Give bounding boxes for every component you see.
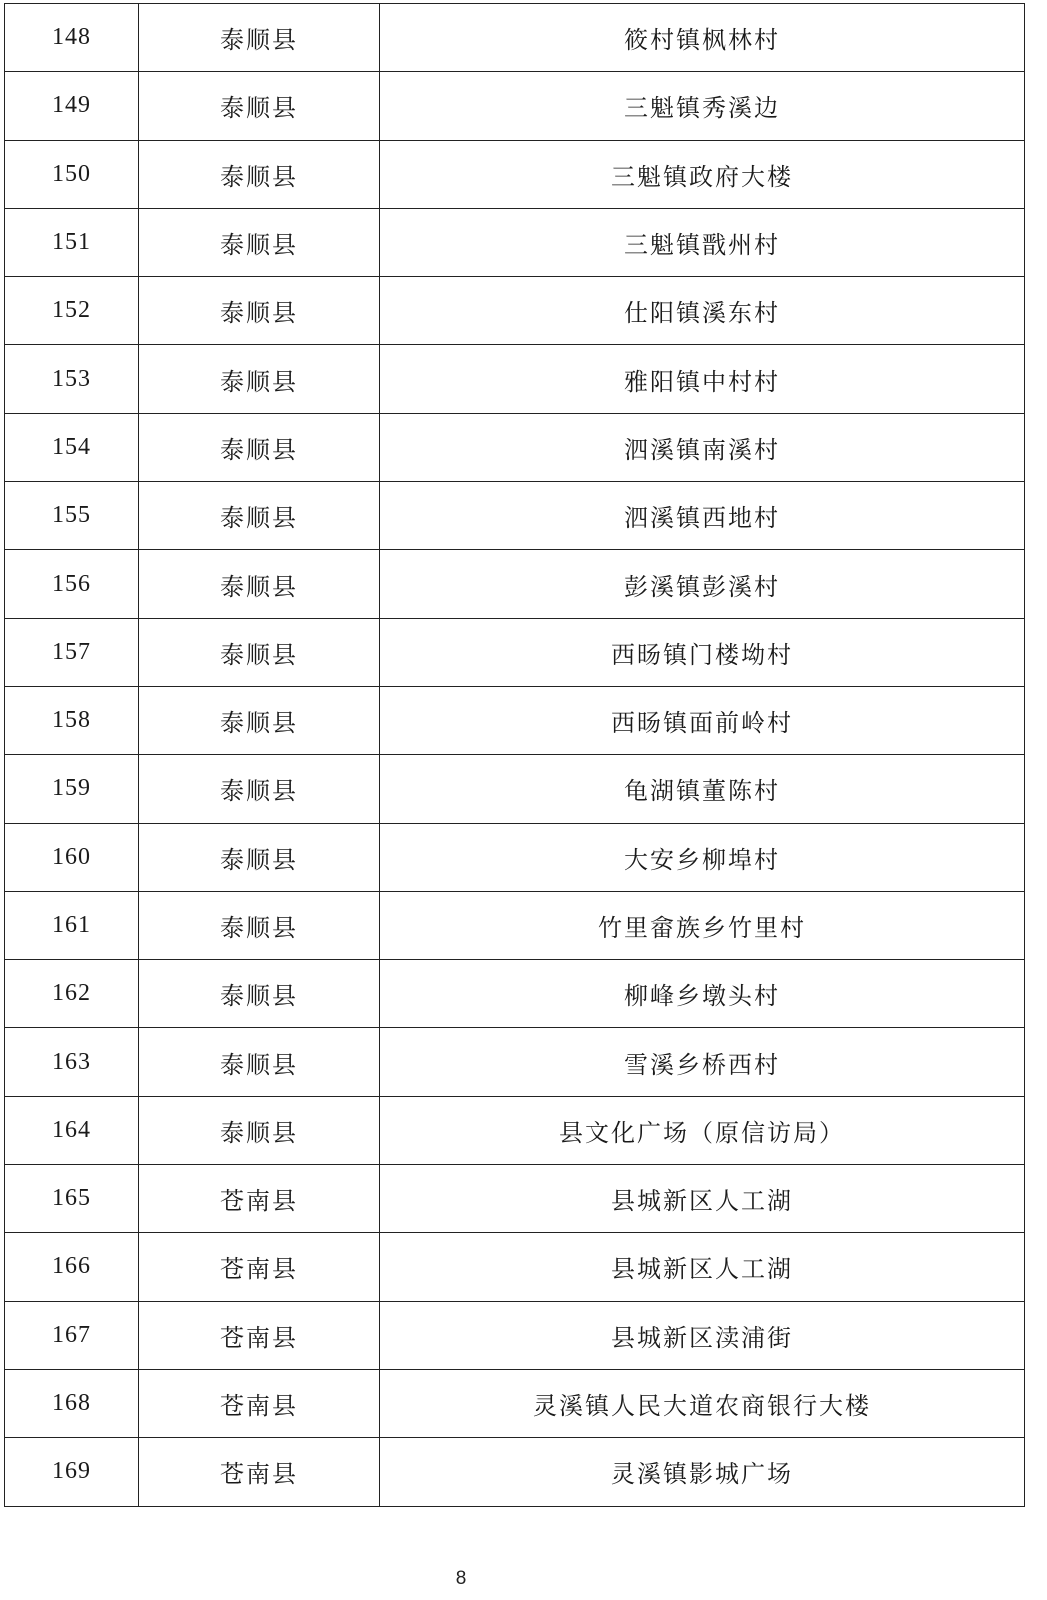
table-row [5,891,1025,959]
location-cell: 县城新区渎浦街 [380,1301,1025,1369]
location-cell: 三魁镇政府大楼 [380,140,1025,208]
location-cell: 大安乡柳埠村 [380,823,1025,891]
table-row [5,550,1025,618]
table-row [5,345,1025,413]
location-cell: 县文化广场（原信访局） [380,1096,1025,1164]
location-cell: 县城新区人工湖 [380,1233,1025,1301]
location-cell: 三魁镇秀溪边 [380,72,1025,140]
county-cell: 泰顺县 [139,482,380,550]
row-number-cell: 160 [5,823,139,891]
row-number-cell: 157 [5,618,139,686]
location-cell: 彭溪镇彭溪村 [380,550,1025,618]
county-cell: 泰顺县 [139,891,380,959]
row-number-cell: 154 [5,413,139,481]
row-number-cell: 165 [5,1165,139,1233]
location-cell: 雅阳镇中村村 [380,345,1025,413]
location-cell: 县城新区人工湖 [380,1165,1025,1233]
location-table-body [5,4,1025,1507]
county-cell: 泰顺县 [139,686,380,754]
page-number: 8 [455,1568,467,1589]
county-cell: 苍南县 [139,1369,380,1437]
county-cell: 泰顺县 [139,618,380,686]
row-number-cell: 163 [5,1028,139,1096]
county-cell: 泰顺县 [139,823,380,891]
location-cell: 龟湖镇董陈村 [380,755,1025,823]
table-row [5,686,1025,754]
table-row [5,277,1025,345]
county-cell: 泰顺县 [139,1096,380,1164]
row-number-cell: 166 [5,1233,139,1301]
row-number-cell: 149 [5,72,139,140]
county-cell: 苍南县 [139,1233,380,1301]
table-row [5,1233,1025,1301]
location-cell: 西旸镇面前岭村 [380,686,1025,754]
county-cell: 泰顺县 [139,72,380,140]
row-number-cell: 153 [5,345,139,413]
location-table [4,3,1025,1507]
row-number-cell: 155 [5,482,139,550]
location-cell: 筱村镇枫林村 [380,4,1025,72]
row-number-cell: 159 [5,755,139,823]
table-row [5,208,1025,276]
row-number-cell: 152 [5,277,139,345]
row-number-cell: 161 [5,891,139,959]
row-number-cell: 168 [5,1369,139,1437]
county-cell: 泰顺县 [139,413,380,481]
table-row [5,1096,1025,1164]
row-number-cell: 151 [5,208,139,276]
table-row [5,4,1025,72]
row-number-cell: 156 [5,550,139,618]
county-cell: 泰顺县 [139,1028,380,1096]
county-cell: 泰顺县 [139,755,380,823]
location-cell: 灵溪镇人民大道农商银行大楼 [380,1369,1025,1437]
table-row [5,823,1025,891]
row-number-cell: 162 [5,960,139,1028]
county-cell: 泰顺县 [139,4,380,72]
table-row [5,140,1025,208]
county-cell: 苍南县 [139,1438,380,1506]
county-cell: 泰顺县 [139,345,380,413]
location-cell: 三魁镇戬州村 [380,208,1025,276]
table-row [5,1369,1025,1437]
location-cell: 泗溪镇南溪村 [380,413,1025,481]
location-cell: 灵溪镇影城广场 [380,1438,1025,1506]
county-cell: 泰顺县 [139,140,380,208]
row-number-cell: 158 [5,686,139,754]
location-cell: 柳峰乡墩头村 [380,960,1025,1028]
location-cell: 仕阳镇溪东村 [380,277,1025,345]
location-cell: 西旸镇门楼坳村 [380,618,1025,686]
table-row [5,1028,1025,1096]
table-row [5,413,1025,481]
table-row [5,1301,1025,1369]
county-cell: 泰顺县 [139,277,380,345]
row-number-cell: 169 [5,1438,139,1506]
row-number-cell: 164 [5,1096,139,1164]
table-row [5,1165,1025,1233]
county-cell: 泰顺县 [139,208,380,276]
row-number-cell: 150 [5,140,139,208]
county-cell: 泰顺县 [139,550,380,618]
county-cell: 苍南县 [139,1301,380,1369]
county-cell: 泰顺县 [139,960,380,1028]
county-cell: 苍南县 [139,1165,380,1233]
table-row [5,72,1025,140]
location-cell: 竹里畲族乡竹里村 [380,891,1025,959]
table-row [5,618,1025,686]
location-cell: 雪溪乡桥西村 [380,1028,1025,1096]
table-row [5,755,1025,823]
row-number-cell: 167 [5,1301,139,1369]
location-cell: 泗溪镇西地村 [380,482,1025,550]
row-number-cell: 148 [5,4,139,72]
table-row [5,960,1025,1028]
location-table-container [4,3,1024,1507]
table-row [5,1438,1025,1506]
table-row [5,482,1025,550]
